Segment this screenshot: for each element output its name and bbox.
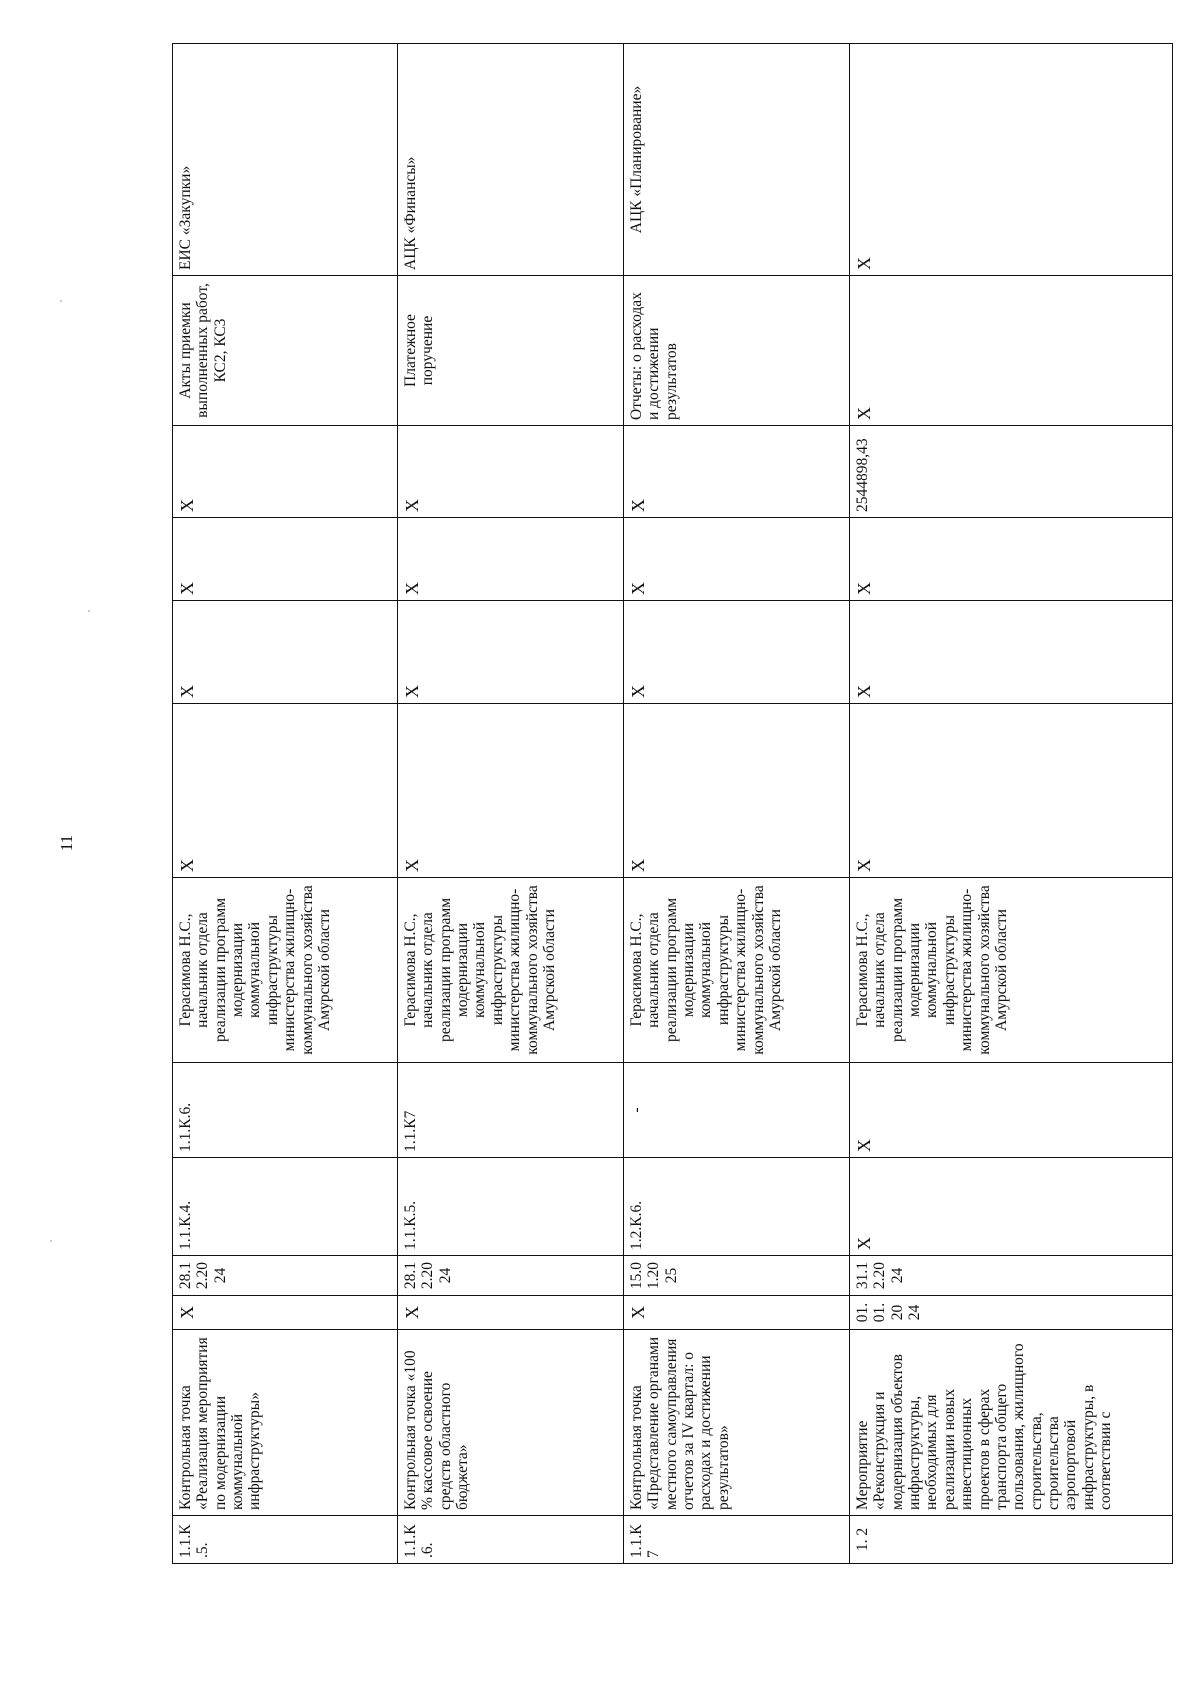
- end-date: 15.01.2025: [624, 1256, 850, 1296]
- predecessor: 1.2.К.6.: [624, 1158, 850, 1256]
- responsible-person: Герасимова Н.С., начальник отдела реализации программ модернизации коммунальной инфраструктуры министерства жилищно-коммунального хозяйства Амурской области: [398, 878, 624, 1063]
- document-type: Акты приемки выполненных работ, КС2, КС3: [173, 276, 398, 426]
- document-type: Х: [850, 276, 1173, 426]
- document-type: Отчеты: о расходах и достижении результатов: [624, 276, 850, 426]
- value-cell: Х: [850, 518, 1173, 601]
- start-date: Х: [173, 1296, 398, 1330]
- scan-speck: [50, 1240, 52, 1242]
- successor: -: [624, 1063, 850, 1158]
- successor: 1.1.К7: [398, 1063, 624, 1158]
- value-cell: Х: [398, 704, 624, 878]
- value-cell: Х: [173, 518, 398, 601]
- table-row: [173, 44, 398, 1564]
- value-cell: Х: [398, 426, 624, 518]
- value-cell: Х: [624, 426, 850, 518]
- information-system: АЦК «Планирование»: [624, 44, 850, 276]
- information-system: АЦК «Финансы»: [398, 44, 624, 276]
- successor: Х: [850, 1063, 1173, 1158]
- responsible-person: Герасимова Н.С., начальник отдела реализации программ модернизации коммунальной инфраструктуры министерства жилищно-коммунального хозяйства Амурской области: [624, 878, 850, 1063]
- value-cell: Х: [398, 601, 624, 704]
- row-name: Контрольная точка «Представление органами местного самоуправления отчетов за IV квартал: о расходах и достижении результатов»: [624, 1330, 850, 1516]
- row-number: 1.1.К.6.: [398, 1516, 624, 1564]
- start-date: Х: [398, 1296, 624, 1330]
- row-name: Контрольная точка «Реализация мероприятия по модернизации коммунальной инфраструктуры»: [173, 1330, 398, 1516]
- control-points-table: [172, 43, 1173, 1564]
- value-cell: Х: [624, 518, 850, 601]
- responsible-person: Герасимова Н.С., начальник отдела реализации программ модернизации коммунальной инфраструктуры министерства жилищно-коммунального хозяйства Амурской области: [850, 878, 1173, 1063]
- value-cell: Х: [624, 601, 850, 704]
- end-date: 28.12.2024: [398, 1256, 624, 1296]
- value-cell: Х: [173, 601, 398, 704]
- value-cell: Х: [850, 704, 1173, 878]
- table-row: [398, 44, 624, 1564]
- row-number: 1.1.К7: [624, 1516, 850, 1564]
- rotated-page-content: [172, 44, 1172, 1564]
- responsible-person: Герасимова Н.С., начальник отдела реализации программ модернизации коммунальной инфраструктуры министерства жилищно-коммунального хозяйства Амурской области: [173, 878, 398, 1063]
- start-date: 01.01.2024: [850, 1296, 1173, 1330]
- predecessor: 1.1.К.5.: [398, 1158, 624, 1256]
- predecessor: Х: [850, 1158, 1173, 1256]
- information-system: ЕИС «Закупки»: [173, 44, 398, 276]
- row-name: Мероприятие «Реконструкция и модернизация объектов инфраструктуры, необходимых для реализации новых инвестиционных проектов в сферах транспорта общего пользования, жилищного строительства, строительства аэропортовой инфраструктуры, в соответствии с: [850, 1330, 1173, 1516]
- scan-speck: [60, 300, 62, 302]
- value-cell: Х: [398, 518, 624, 601]
- end-date: 28.12.2024: [173, 1256, 398, 1296]
- table-row: [624, 44, 850, 1564]
- row-number: 1. 2: [850, 1516, 1173, 1564]
- predecessor: 1.1.К.4.: [173, 1158, 398, 1256]
- value-cell: Х: [624, 704, 850, 878]
- information-system: Х: [850, 44, 1173, 276]
- value-cell: Х: [850, 601, 1173, 704]
- value-cell: Х: [173, 704, 398, 878]
- end-date: 31.12.2024: [850, 1256, 1173, 1296]
- row-name: Контрольная точка «100 % кассовое освоение средств областного бюджета»: [398, 1330, 624, 1516]
- value-cell: 2544898,43: [850, 426, 1173, 518]
- value-cell: Х: [173, 426, 398, 518]
- successor: 1.1.К.6.: [173, 1063, 398, 1158]
- row-number: 1.1.К.5.: [173, 1516, 398, 1564]
- document-type: Платежное поручение: [398, 276, 624, 426]
- start-date: Х: [624, 1296, 850, 1330]
- scan-speck: [88, 610, 90, 612]
- table-row: [850, 44, 1173, 1564]
- page-number: 11: [57, 834, 76, 852]
